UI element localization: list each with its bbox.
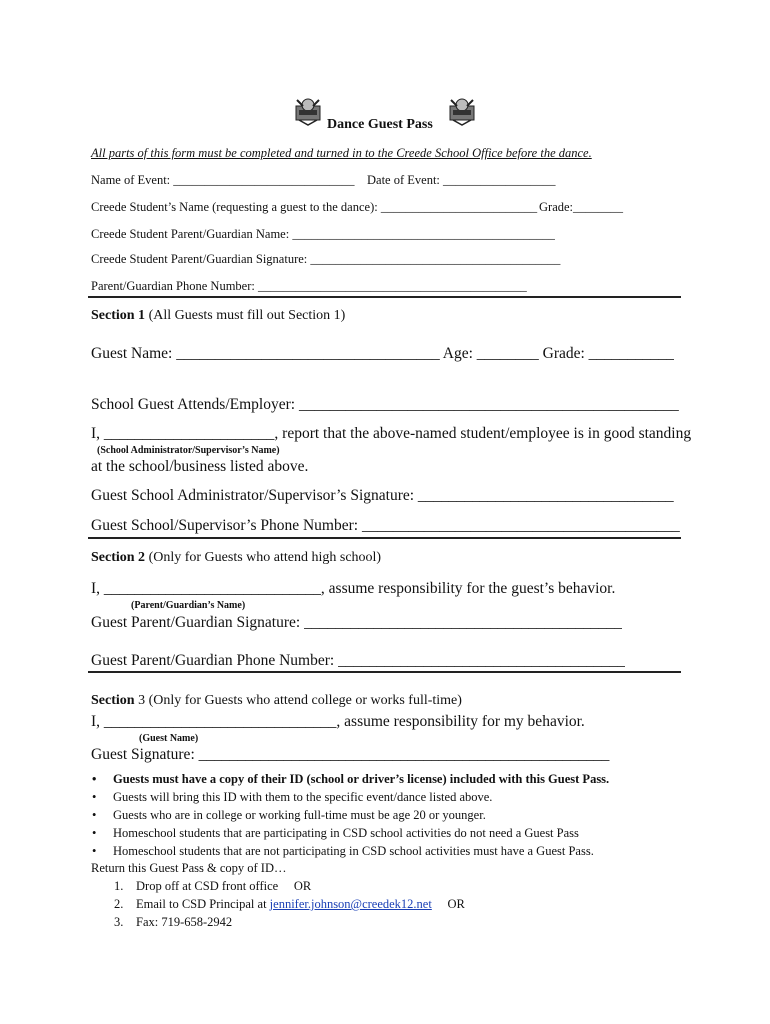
section-divider xyxy=(88,671,681,673)
grade-field[interactable]: Grade:________ xyxy=(539,200,624,214)
list-item-text: Guests will bring this ID with them to the specific event/dance listed above. xyxy=(113,790,493,804)
section3-heading-rest: 3 (Only for Guests who attend college or works full-time) xyxy=(134,693,462,708)
admin-signature-field[interactable]: Guest School Administrator/Supervisor’s Signature: _________________________________ xyxy=(91,487,674,504)
section-divider xyxy=(88,537,681,539)
guest-rules-list xyxy=(92,770,692,860)
section2-heading-rest: (Only for Guests who attend high school) xyxy=(145,550,382,565)
parent-responsibility-field[interactable]: I, ____________________________, assume responsibility for the guest’s behavior. xyxy=(91,580,616,597)
list-item-text: Homeschool students that are participating in CSD school activities do not need a Guest Pass xyxy=(113,826,579,840)
section2-heading-bold: Section 2 xyxy=(91,550,146,565)
admin-phone-field[interactable]: Guest School/Supervisor’s Phone Number: _________________________________________ xyxy=(91,517,680,534)
list-item xyxy=(92,806,692,824)
admin-name-caption: (School Administrator/Supervisor’s Name) xyxy=(97,445,280,456)
section3-heading-bold: Section xyxy=(91,693,135,708)
page-title: Dance Guest Pass xyxy=(327,117,433,132)
instruction-text: All parts of this form must be completed and turned in to the Creede School Office before the dance. xyxy=(91,146,592,160)
step2-suffix: OR xyxy=(431,897,465,911)
guest-name-field[interactable]: Guest Name: __________________________________ Age: ________ Grade: ___________ xyxy=(91,345,674,362)
list-item-text: Guests who are in college or working full-time must be age 20 or younger. xyxy=(113,808,486,822)
section1-heading-bold: Section 1 xyxy=(91,308,146,323)
school-crest-logo-left xyxy=(293,96,323,126)
step2-prefix: Email to CSD Principal at xyxy=(136,897,270,911)
step1-number: 1. xyxy=(114,879,124,893)
section3-heading xyxy=(91,693,462,709)
section1-heading xyxy=(91,308,345,324)
principal-email-link[interactable]: jennifer.johnson@creedek12.net xyxy=(269,897,432,911)
section-divider xyxy=(88,296,681,298)
list-item xyxy=(92,842,692,860)
parent-name-field[interactable]: Creede Student Parent/Guardian Name: __________________________________________ xyxy=(91,227,555,241)
list-item-text: Guests must have a copy of their ID (school or driver’s license) included with this Guest Pass. xyxy=(113,772,610,786)
step3-number: 3. xyxy=(114,915,124,929)
step2-text xyxy=(136,897,465,912)
return-intro: Return this Guest Pass & copy of ID… xyxy=(91,861,287,875)
section2-heading xyxy=(91,550,381,566)
guest-parent-signature-field[interactable]: Guest Parent/Guardian Signature: _________________________________________ xyxy=(91,614,622,631)
parent-phone-field[interactable]: Parent/Guardian Phone Number: ___________________________________________ xyxy=(91,279,527,293)
standing-text: at the school/business listed above. xyxy=(91,458,309,475)
guest-responsibility-field[interactable]: I, ______________________________, assume responsibility for my behavior. xyxy=(91,713,585,730)
list-item xyxy=(92,770,692,788)
bullet-icon: • xyxy=(92,808,97,822)
list-item-text: Homeschool students that are not participating in CSD school activities must have a Guest Pass. xyxy=(113,844,594,858)
date-of-event-field[interactable]: Date of Event: __________________ xyxy=(367,173,556,187)
bullet-icon: • xyxy=(92,844,97,858)
school-crest-logo-right xyxy=(447,96,477,126)
step3-text: Fax: 719-658-2942 xyxy=(136,915,233,929)
parent-name-caption: (Parent/Guardian’s Name) xyxy=(131,600,246,611)
guest-parent-phone-field[interactable]: Guest Parent/Guardian Phone Number: _____________________________________ xyxy=(91,652,625,669)
bullet-icon: • xyxy=(92,772,97,786)
bullet-icon: • xyxy=(92,790,97,804)
step2-number: 2. xyxy=(114,897,124,911)
guest-signature-field[interactable]: Guest Signature: _____________________________________________________ xyxy=(91,746,610,763)
standing-field[interactable]: I, ______________________, report that the above-named student/employee is in good standing xyxy=(91,425,692,442)
bullet-icon: • xyxy=(92,826,97,840)
school-attends-field[interactable]: School Guest Attends/Employer: _________________________________________________ xyxy=(91,396,679,413)
list-item xyxy=(92,788,692,806)
list-item xyxy=(92,824,692,842)
parent-signature-field[interactable]: Creede Student Parent/Guardian Signature: ________________________________________ xyxy=(91,252,561,266)
student-name-field[interactable]: Creede Student’s Name (requesting a guest to the dance): _________________________ xyxy=(91,200,538,214)
name-of-event-field[interactable]: Name of Event: _____________________________ xyxy=(91,173,355,187)
guest-name-caption: (Guest Name) xyxy=(139,733,199,744)
section1-heading-rest: (All Guests must fill out Section 1) xyxy=(145,308,346,323)
step1-text: Drop off at CSD front office OR xyxy=(136,879,312,893)
